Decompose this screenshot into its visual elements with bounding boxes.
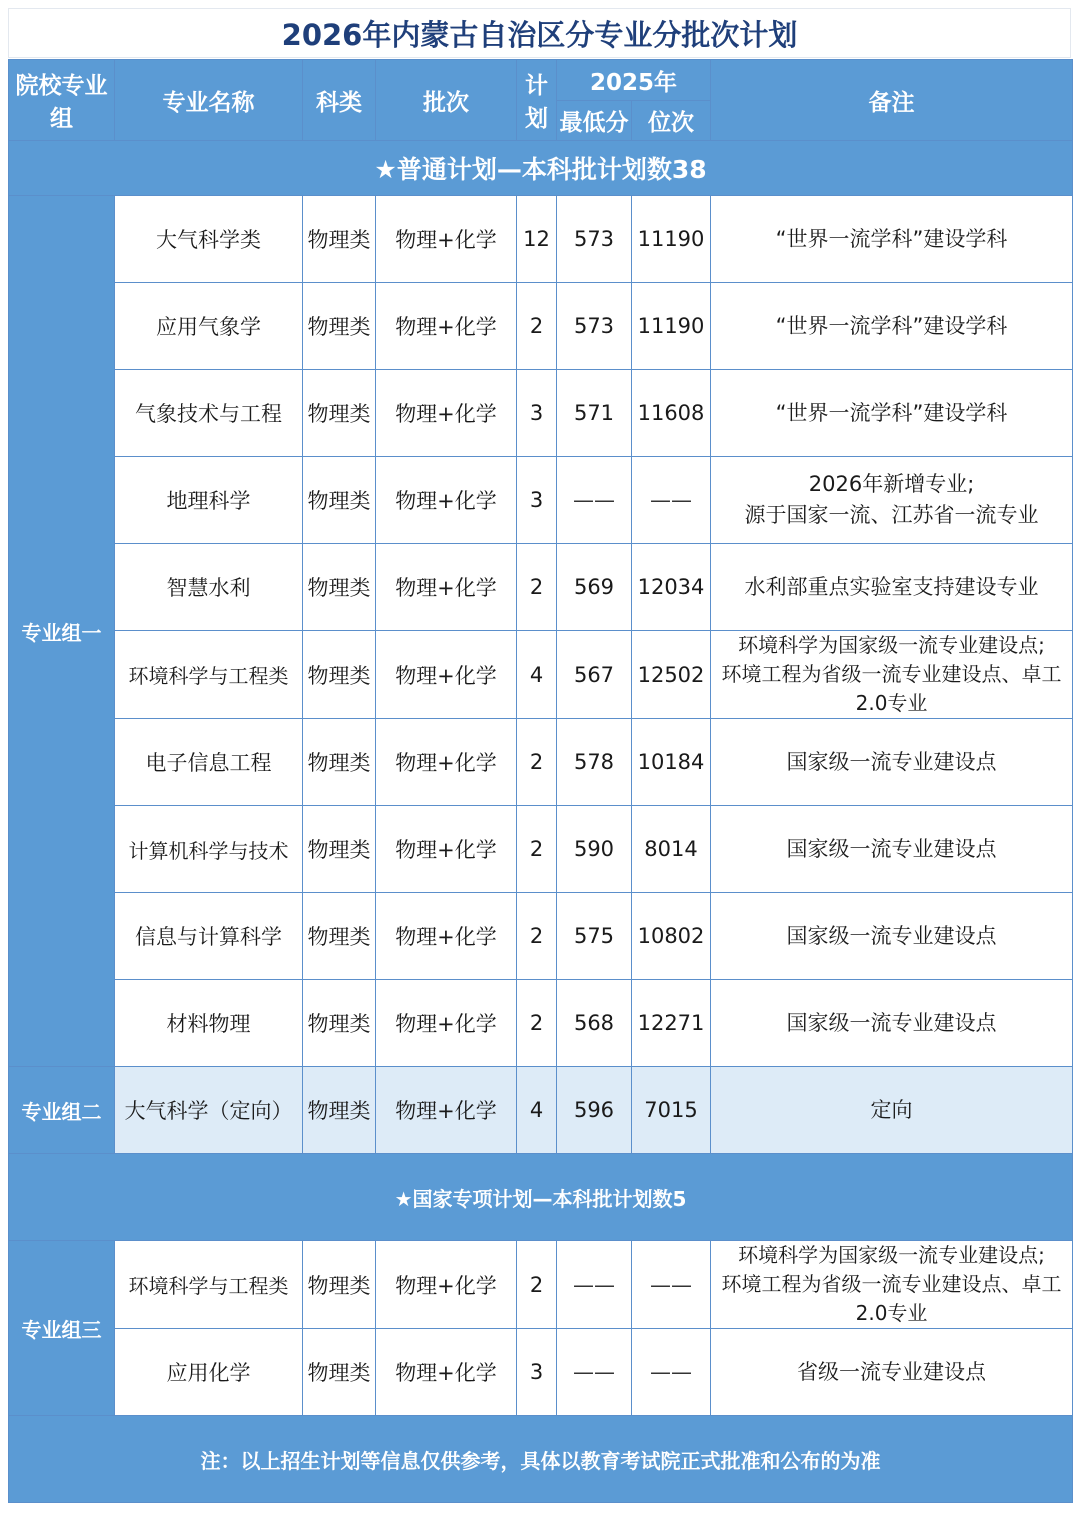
category-cell: 物理类 bbox=[303, 1329, 376, 1416]
remark-line: 环境工程为省级一流专业建设点、卓工2.0专业 bbox=[721, 1272, 1062, 1325]
rank-cell: 11190 bbox=[632, 283, 711, 370]
rank-cell: 11190 bbox=[632, 196, 711, 283]
plan-cell: 2 bbox=[517, 893, 557, 980]
category-cell: 物理类 bbox=[303, 631, 376, 719]
batch-cell: 物理+化学 bbox=[376, 1329, 517, 1416]
category-cell: 物理类 bbox=[303, 196, 376, 283]
batch-cell: 物理+化学 bbox=[376, 806, 517, 893]
header-category: 科类 bbox=[303, 60, 376, 141]
batch-cell: 物理+化学 bbox=[376, 544, 517, 631]
rank-cell: —— bbox=[632, 1241, 711, 1329]
rank-cell: —— bbox=[632, 1329, 711, 1416]
batch-cell: 物理+化学 bbox=[376, 719, 517, 806]
plan-table bbox=[8, 59, 1073, 1503]
table-row bbox=[9, 631, 1073, 719]
category-cell: 物理类 bbox=[303, 544, 376, 631]
rank-cell: 10184 bbox=[632, 719, 711, 806]
remark-cell: 国家级一流专业建设点 bbox=[711, 719, 1073, 806]
rank-cell: 12034 bbox=[632, 544, 711, 631]
header-major: 专业名称 bbox=[115, 60, 303, 141]
header-row bbox=[9, 60, 1073, 101]
plan-cell: 2 bbox=[517, 1241, 557, 1329]
batch-cell: 物理+化学 bbox=[376, 283, 517, 370]
table-row bbox=[9, 370, 1073, 457]
plan-cell: 3 bbox=[517, 370, 557, 457]
batch-cell: 物理+化学 bbox=[376, 457, 517, 544]
table-row bbox=[9, 1329, 1073, 1416]
remark-line: 环境科学为国家级一流专业建设点; bbox=[738, 1243, 1045, 1267]
remark-line: 2026年新增专业; bbox=[808, 472, 975, 496]
group-label: 专业组一 bbox=[9, 196, 115, 1067]
major-cell: 地理科学 bbox=[115, 457, 303, 544]
table-row bbox=[9, 893, 1073, 980]
table-row bbox=[9, 1067, 1073, 1154]
major-cell: 环境科学与工程类 bbox=[115, 1241, 303, 1329]
category-cell: 物理类 bbox=[303, 1241, 376, 1329]
remark-cell: 水利部重点实验室支持建设专业 bbox=[711, 544, 1073, 631]
header-plan: 计划 bbox=[517, 60, 557, 141]
remark-cell bbox=[711, 1241, 1073, 1329]
page-title: 2026年内蒙古自治区分专业分批次计划 bbox=[8, 8, 1071, 58]
table-row bbox=[9, 544, 1073, 631]
remark-cell: “世界一流学科”建设学科 bbox=[711, 283, 1073, 370]
major-cell: 智慧水利 bbox=[115, 544, 303, 631]
table-row bbox=[9, 283, 1073, 370]
remark-cell: 省级一流专业建设点 bbox=[711, 1329, 1073, 1416]
category-cell: 物理类 bbox=[303, 719, 376, 806]
major-cell: 大气科学类 bbox=[115, 196, 303, 283]
plan-cell: 2 bbox=[517, 283, 557, 370]
min-score-cell: 578 bbox=[557, 719, 632, 806]
remark-cell: “世界一流学科”建设学科 bbox=[711, 196, 1073, 283]
min-score-cell: 569 bbox=[557, 544, 632, 631]
batch-cell: 物理+化学 bbox=[376, 1067, 517, 1154]
min-score-cell: 573 bbox=[557, 283, 632, 370]
major-cell: 环境科学与工程类 bbox=[115, 631, 303, 719]
category-cell: 物理类 bbox=[303, 806, 376, 893]
major-cell: 应用气象学 bbox=[115, 283, 303, 370]
min-score-cell: —— bbox=[557, 457, 632, 544]
header-group: 院校专业组 bbox=[9, 60, 115, 141]
min-score-cell: 575 bbox=[557, 893, 632, 980]
batch-cell: 物理+化学 bbox=[376, 370, 517, 457]
category-cell: 物理类 bbox=[303, 893, 376, 980]
remark-cell bbox=[711, 631, 1073, 719]
remark-line: 环境科学为国家级一流专业建设点; bbox=[738, 633, 1045, 657]
min-score-cell: 573 bbox=[557, 196, 632, 283]
category-cell: 物理类 bbox=[303, 1067, 376, 1154]
min-score-cell: 568 bbox=[557, 980, 632, 1067]
remark-line: 环境工程为省级一流专业建设点、卓工2.0专业 bbox=[721, 662, 1062, 715]
group-label: 专业组二 bbox=[9, 1067, 115, 1154]
remark-line: 源于国家一流、江苏省一流专业 bbox=[744, 503, 1039, 527]
batch-cell: 物理+化学 bbox=[376, 1241, 517, 1329]
header-rank: 位次 bbox=[632, 101, 711, 141]
rank-cell: 7015 bbox=[632, 1067, 711, 1154]
category-cell: 物理类 bbox=[303, 283, 376, 370]
major-cell: 大气科学（定向） bbox=[115, 1067, 303, 1154]
table-row bbox=[9, 806, 1073, 893]
plan-cell: 2 bbox=[517, 980, 557, 1067]
table-row bbox=[9, 196, 1073, 283]
plan-cell: 4 bbox=[517, 1067, 557, 1154]
group-label: 专业组三 bbox=[9, 1241, 115, 1416]
major-cell: 材料物理 bbox=[115, 980, 303, 1067]
min-score-cell: 590 bbox=[557, 806, 632, 893]
section-title-general: ★普通计划—本科批计划数38 bbox=[9, 141, 1073, 196]
footnote: 注：以上招生计划等信息仅供参考，具体以教育考试院正式批准和公布的为准 bbox=[9, 1416, 1073, 1503]
min-score-cell: 571 bbox=[557, 370, 632, 457]
table-row bbox=[9, 719, 1073, 806]
rank-cell: 12502 bbox=[632, 631, 711, 719]
plan-cell: 4 bbox=[517, 631, 557, 719]
rank-cell: —— bbox=[632, 457, 711, 544]
table-row bbox=[9, 980, 1073, 1067]
plan-cell: 2 bbox=[517, 544, 557, 631]
remark-cell bbox=[711, 457, 1073, 544]
major-cell: 计算机科学与技术 bbox=[115, 806, 303, 893]
table-row bbox=[9, 1241, 1073, 1329]
plan-cell: 2 bbox=[517, 806, 557, 893]
section-title-special: ★国家专项计划—本科批计划数5 bbox=[9, 1154, 1073, 1241]
batch-cell: 物理+化学 bbox=[376, 196, 517, 283]
min-score-cell: —— bbox=[557, 1241, 632, 1329]
remark-cell: 国家级一流专业建设点 bbox=[711, 893, 1073, 980]
header-batch: 批次 bbox=[376, 60, 517, 141]
section-banner bbox=[9, 141, 1073, 196]
min-score-cell: —— bbox=[557, 1329, 632, 1416]
batch-cell: 物理+化学 bbox=[376, 980, 517, 1067]
plan-cell: 3 bbox=[517, 1329, 557, 1416]
major-cell: 应用化学 bbox=[115, 1329, 303, 1416]
category-cell: 物理类 bbox=[303, 457, 376, 544]
remark-cell: 定向 bbox=[711, 1067, 1073, 1154]
plan-cell: 3 bbox=[517, 457, 557, 544]
min-score-cell: 596 bbox=[557, 1067, 632, 1154]
section-banner bbox=[9, 1154, 1073, 1241]
header-min-score: 最低分 bbox=[557, 101, 632, 141]
remark-cell: 国家级一流专业建设点 bbox=[711, 980, 1073, 1067]
min-score-cell: 567 bbox=[557, 631, 632, 719]
rank-cell: 11608 bbox=[632, 370, 711, 457]
major-cell: 气象技术与工程 bbox=[115, 370, 303, 457]
plan-cell: 12 bbox=[517, 196, 557, 283]
footnote-row bbox=[9, 1416, 1073, 1503]
table-row bbox=[9, 457, 1073, 544]
rank-cell: 10802 bbox=[632, 893, 711, 980]
remark-cell: 国家级一流专业建设点 bbox=[711, 806, 1073, 893]
header-year: 2025年 bbox=[557, 60, 711, 101]
header-remark: 备注 bbox=[711, 60, 1073, 141]
rank-cell: 12271 bbox=[632, 980, 711, 1067]
plan-cell: 2 bbox=[517, 719, 557, 806]
rank-cell: 8014 bbox=[632, 806, 711, 893]
category-cell: 物理类 bbox=[303, 370, 376, 457]
remark-cell: “世界一流学科”建设学科 bbox=[711, 370, 1073, 457]
batch-cell: 物理+化学 bbox=[376, 631, 517, 719]
major-cell: 信息与计算科学 bbox=[115, 893, 303, 980]
major-cell: 电子信息工程 bbox=[115, 719, 303, 806]
category-cell: 物理类 bbox=[303, 980, 376, 1067]
batch-cell: 物理+化学 bbox=[376, 893, 517, 980]
